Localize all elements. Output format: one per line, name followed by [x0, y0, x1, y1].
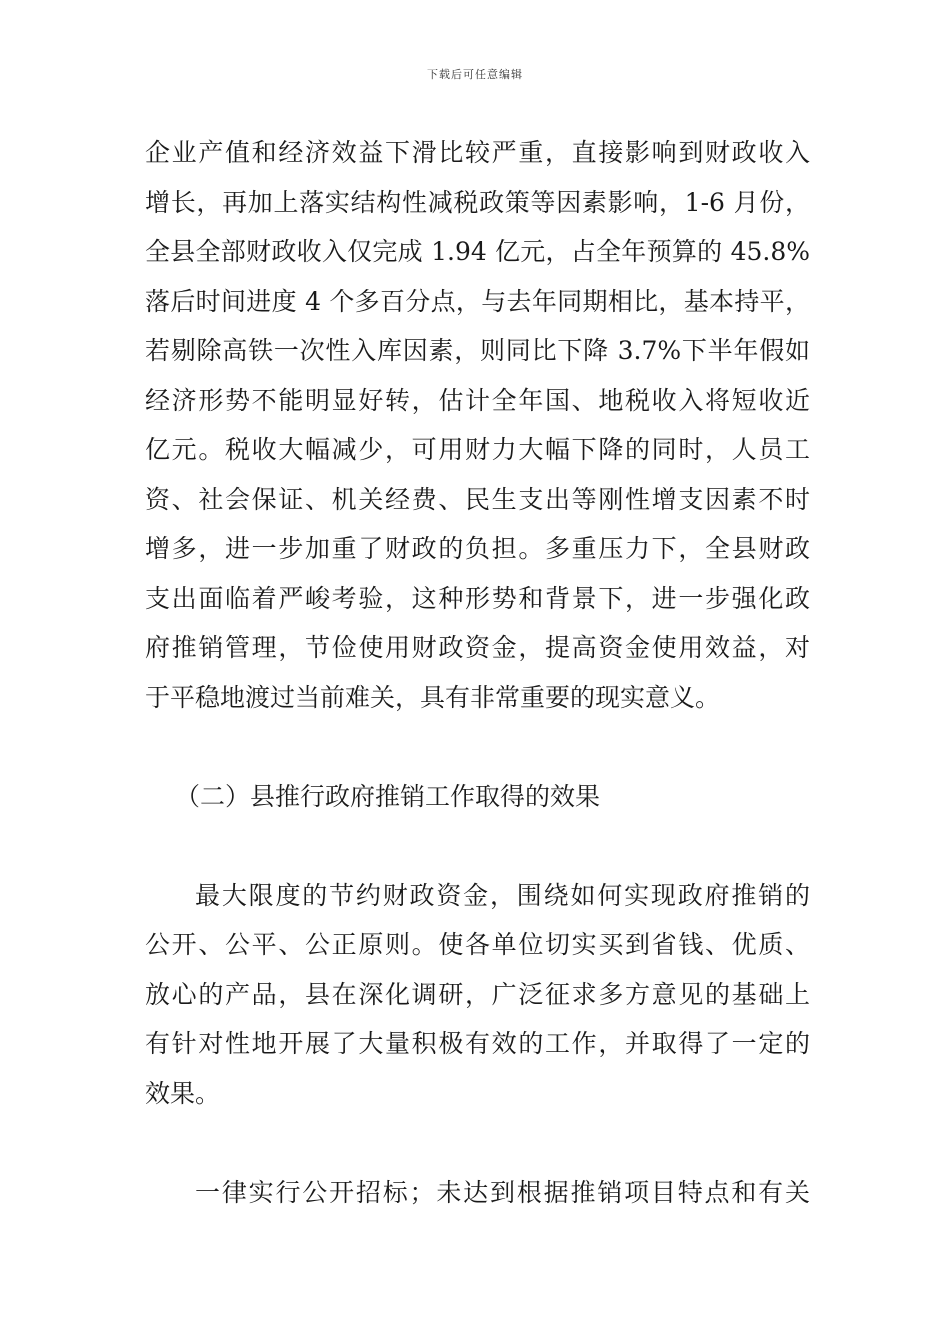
paragraph-gap [145, 821, 810, 871]
paragraph [145, 871, 810, 1119]
section-heading: （二）县推行政府推销工作取得的效果 [175, 781, 601, 811]
text-line: 经济形势不能明显好转，估计全年国、地税收入将短收近 [145, 385, 810, 415]
text-line: 于平稳地渡过当前难关，具有非常重要的现实意义。 [145, 682, 721, 712]
text-line: 公开、公平、公正原则。使各单位切实买到省钱、优质、 [145, 930, 810, 959]
text-line: 亿元。税收大幅减少，可用财力大幅下降的同时，人员工 [145, 435, 810, 464]
text-line: 资、社会保证、机关经费、民生支出等刚性增支因素不时 [145, 484, 810, 514]
text-line: 增长，再加上落实结构性减税政策等因素影响，1-6 月份， [145, 187, 810, 217]
text-line: 有针对性地开展了大量积极有效的工作，并取得了一定的 [145, 1029, 810, 1058]
text-line: 一律实行公开招标；未达到根据推销项目特点和有关 [195, 1177, 810, 1207]
paragraph-gap [145, 722, 810, 772]
paragraph-gap [145, 1118, 810, 1168]
text-line: 落后时间进度 4 个多百分点，与去年同期相比，基本持平， [145, 286, 810, 316]
paragraph [145, 128, 810, 722]
text-line: 增多，进一步加重了财政的负担。多重压力下，全县财政 [145, 534, 810, 563]
paragraph [145, 1168, 810, 1218]
text-line: 最大限度的节约财政资金，围绕如何实现政府推销的 [195, 880, 810, 910]
text-line: 全县全部财政收入仅完成 1.94 亿元，占全年预算的 45.8% [145, 237, 810, 266]
text-line: 若剔除高铁一次性入库因素，则同比下降 3.7%下半年假如 [145, 336, 810, 365]
text-line: 效果。 [145, 1078, 221, 1108]
text-line: 企业产值和经济效益下滑比较严重，直接影响到财政收入 [145, 138, 810, 167]
document-body [145, 128, 810, 1217]
text-line: 放心的产品，县在深化调研，广泛征求多方意见的基础上 [145, 979, 810, 1009]
page-header: 下载后可任意编辑 [427, 68, 523, 81]
text-line: 府推销管理，节俭使用财政资金，提高资金使用效益，对 [145, 633, 810, 662]
text-line: 支出面临着严峻考验，这种形势和背景下，进一步强化政 [145, 583, 810, 613]
